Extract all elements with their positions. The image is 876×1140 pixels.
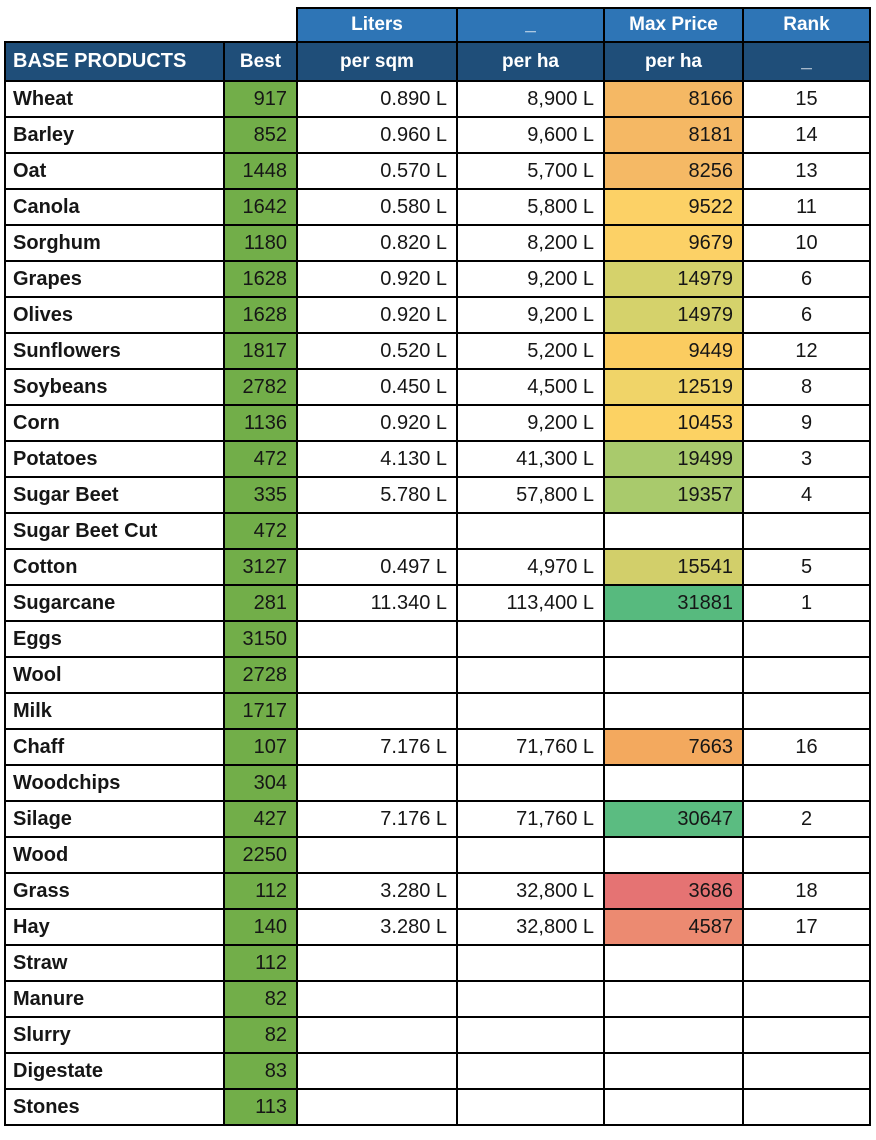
header-rank-underscore[interactable]: _: [743, 42, 870, 81]
table-row: [5, 1017, 870, 1053]
liters-per-ha-cell[interactable]: 9,200 L: [457, 261, 604, 297]
liters-per-ha-cell[interactable]: [457, 621, 604, 657]
table-row: [5, 801, 870, 837]
liters-per-ha-cell[interactable]: [457, 981, 604, 1017]
table-row: [5, 549, 870, 585]
best-yield-cell[interactable]: 113: [224, 1089, 297, 1125]
max-price-cell[interactable]: [604, 1089, 743, 1125]
best-yield-cell[interactable]: 1628: [224, 297, 297, 333]
header-best[interactable]: Best: [224, 42, 297, 81]
max-price-cell[interactable]: 15541: [604, 549, 743, 585]
header-rank[interactable]: Rank: [743, 8, 870, 42]
rank-cell[interactable]: 6: [743, 261, 870, 297]
table-body: [5, 81, 870, 1125]
max-price-cell[interactable]: [604, 981, 743, 1017]
liters-per-sqm-cell[interactable]: [297, 981, 457, 1017]
rank-cell[interactable]: [743, 693, 870, 729]
product-name-cell[interactable]: Sorghum: [5, 225, 224, 261]
liters-per-ha-cell[interactable]: 9,200 L: [457, 297, 604, 333]
product-name-cell[interactable]: Eggs: [5, 621, 224, 657]
best-yield-cell[interactable]: 1448: [224, 153, 297, 189]
best-yield-cell[interactable]: 852: [224, 117, 297, 153]
max-price-cell[interactable]: [604, 1053, 743, 1089]
table-row: [5, 513, 870, 549]
liters-per-ha-cell[interactable]: 71,760 L: [457, 801, 604, 837]
header-per-ha[interactable]: per ha: [457, 42, 604, 81]
liters-per-ha-cell[interactable]: 8,200 L: [457, 225, 604, 261]
rank-cell[interactable]: 4: [743, 477, 870, 513]
max-price-cell[interactable]: 19357: [604, 477, 743, 513]
best-yield-cell[interactable]: 304: [224, 765, 297, 801]
max-price-cell[interactable]: 9679: [604, 225, 743, 261]
liters-per-ha-cell[interactable]: 57,800 L: [457, 477, 604, 513]
table-row: [5, 153, 870, 189]
liters-per-ha-cell[interactable]: [457, 765, 604, 801]
liters-per-ha-cell[interactable]: [457, 1089, 604, 1125]
best-yield-cell[interactable]: 1817: [224, 333, 297, 369]
best-yield-cell[interactable]: 112: [224, 945, 297, 981]
liters-per-sqm-cell[interactable]: [297, 657, 457, 693]
best-yield-cell[interactable]: 2782: [224, 369, 297, 405]
table-row: [5, 225, 870, 261]
liters-per-sqm-cell[interactable]: 0.520 L: [297, 333, 457, 369]
liters-per-ha-cell[interactable]: 32,800 L: [457, 909, 604, 945]
rank-cell[interactable]: 9: [743, 405, 870, 441]
product-name-cell[interactable]: Soybeans: [5, 369, 224, 405]
header-base-products[interactable]: BASE PRODUCTS: [5, 42, 224, 81]
best-yield-cell[interactable]: 3150: [224, 621, 297, 657]
max-price-cell[interactable]: 31881: [604, 585, 743, 621]
liters-per-sqm-cell[interactable]: 0.920 L: [297, 405, 457, 441]
liters-per-ha-cell[interactable]: 5,800 L: [457, 189, 604, 225]
table-row: [5, 261, 870, 297]
product-name-cell[interactable]: Digestate: [5, 1053, 224, 1089]
liters-per-ha-cell[interactable]: 32,800 L: [457, 873, 604, 909]
rank-cell[interactable]: 11: [743, 189, 870, 225]
best-yield-cell[interactable]: 472: [224, 513, 297, 549]
liters-per-ha-cell[interactable]: [457, 513, 604, 549]
max-price-cell[interactable]: [604, 1017, 743, 1053]
table-row: [5, 585, 870, 621]
product-name-cell[interactable]: Corn: [5, 405, 224, 441]
liters-per-sqm-cell[interactable]: 0.450 L: [297, 369, 457, 405]
best-yield-cell[interactable]: 1642: [224, 189, 297, 225]
product-name-cell[interactable]: Grass: [5, 873, 224, 909]
liters-per-ha-cell[interactable]: [457, 1017, 604, 1053]
product-name-cell[interactable]: Sugarcane: [5, 585, 224, 621]
max-price-cell[interactable]: 8256: [604, 153, 743, 189]
table-row: [5, 693, 870, 729]
product-name-cell[interactable]: Cotton: [5, 549, 224, 585]
max-price-cell[interactable]: 14979: [604, 297, 743, 333]
rank-cell[interactable]: 1: [743, 585, 870, 621]
header-max-per-ha[interactable]: per ha: [604, 42, 743, 81]
max-price-cell[interactable]: [604, 693, 743, 729]
product-name-cell[interactable]: Oat: [5, 153, 224, 189]
table-row: [5, 1053, 870, 1089]
table-row: [5, 657, 870, 693]
best-yield-cell[interactable]: 82: [224, 1017, 297, 1053]
liters-per-sqm-cell[interactable]: 0.920 L: [297, 261, 457, 297]
max-price-cell[interactable]: 9449: [604, 333, 743, 369]
max-price-cell[interactable]: 7663: [604, 729, 743, 765]
liters-per-sqm-cell[interactable]: [297, 1089, 457, 1125]
product-name-cell[interactable]: Grapes: [5, 261, 224, 297]
rank-cell[interactable]: 14: [743, 117, 870, 153]
best-yield-cell[interactable]: 281: [224, 585, 297, 621]
product-name-cell[interactable]: Sugar Beet: [5, 477, 224, 513]
liters-per-sqm-cell[interactable]: 3.280 L: [297, 873, 457, 909]
liters-per-sqm-cell[interactable]: [297, 693, 457, 729]
rank-cell[interactable]: 17: [743, 909, 870, 945]
product-name-cell[interactable]: Wool: [5, 657, 224, 693]
max-price-cell[interactable]: 9522: [604, 189, 743, 225]
max-price-cell[interactable]: [604, 945, 743, 981]
liters-per-sqm-cell[interactable]: 3.280 L: [297, 909, 457, 945]
table-row: [5, 873, 870, 909]
header-underscore[interactable]: _: [457, 8, 604, 42]
product-name-cell[interactable]: Straw: [5, 945, 224, 981]
table-row: [5, 981, 870, 1017]
product-name-cell[interactable]: Slurry: [5, 1017, 224, 1053]
table-row: [5, 81, 870, 117]
max-price-cell[interactable]: 8181: [604, 117, 743, 153]
product-name-cell[interactable]: Barley: [5, 117, 224, 153]
liters-per-sqm-cell[interactable]: 0.920 L: [297, 297, 457, 333]
product-name-cell[interactable]: Canola: [5, 189, 224, 225]
product-name-cell[interactable]: Sugar Beet Cut: [5, 513, 224, 549]
best-yield-cell[interactable]: 335: [224, 477, 297, 513]
liters-per-ha-cell[interactable]: [457, 657, 604, 693]
header-row-units: [5, 8, 870, 42]
best-yield-cell[interactable]: 1136: [224, 405, 297, 441]
product-name-cell[interactable]: Wheat: [5, 81, 224, 117]
table-row: [5, 405, 870, 441]
liters-per-sqm-cell[interactable]: 0.580 L: [297, 189, 457, 225]
best-yield-cell[interactable]: 1717: [224, 693, 297, 729]
product-name-cell[interactable]: Olives: [5, 297, 224, 333]
liters-per-ha-cell[interactable]: 113,400 L: [457, 585, 604, 621]
liters-per-sqm-cell[interactable]: [297, 765, 457, 801]
max-price-cell[interactable]: [604, 657, 743, 693]
header-row-labels: [5, 42, 870, 81]
max-price-cell[interactable]: 14979: [604, 261, 743, 297]
liters-per-sqm-cell[interactable]: 11.340 L: [297, 585, 457, 621]
liters-per-sqm-cell[interactable]: [297, 945, 457, 981]
liters-per-ha-cell[interactable]: [457, 837, 604, 873]
product-name-cell[interactable]: Manure: [5, 981, 224, 1017]
rank-cell[interactable]: [743, 1053, 870, 1089]
liters-per-sqm-cell[interactable]: 0.890 L: [297, 81, 457, 117]
rank-cell[interactable]: [743, 621, 870, 657]
product-name-cell[interactable]: Hay: [5, 909, 224, 945]
liters-per-ha-cell[interactable]: 5,700 L: [457, 153, 604, 189]
product-name-cell[interactable]: Woodchips: [5, 765, 224, 801]
liters-per-sqm-cell[interactable]: 7.176 L: [297, 801, 457, 837]
liters-per-sqm-cell[interactable]: 7.176 L: [297, 729, 457, 765]
liters-per-sqm-cell[interactable]: [297, 513, 457, 549]
max-price-cell[interactable]: [604, 837, 743, 873]
rank-cell[interactable]: 16: [743, 729, 870, 765]
best-yield-cell[interactable]: 2728: [224, 657, 297, 693]
rank-cell[interactable]: 13: [743, 153, 870, 189]
header-per-sqm[interactable]: per sqm: [297, 42, 457, 81]
best-yield-cell[interactable]: 1628: [224, 261, 297, 297]
table-row: [5, 441, 870, 477]
max-price-cell[interactable]: 4587: [604, 909, 743, 945]
best-yield-cell[interactable]: 3127: [224, 549, 297, 585]
rank-cell[interactable]: [743, 837, 870, 873]
rank-cell[interactable]: 18: [743, 873, 870, 909]
rank-cell[interactable]: [743, 945, 870, 981]
best-yield-cell[interactable]: 140: [224, 909, 297, 945]
header-liters[interactable]: Liters: [297, 8, 457, 42]
max-price-cell[interactable]: [604, 765, 743, 801]
max-price-cell[interactable]: [604, 621, 743, 657]
product-name-cell[interactable]: Milk: [5, 693, 224, 729]
table-row: [5, 1089, 870, 1125]
table-row: [5, 765, 870, 801]
best-yield-cell[interactable]: 107: [224, 729, 297, 765]
best-yield-cell[interactable]: 427: [224, 801, 297, 837]
table-row: [5, 621, 870, 657]
best-yield-cell[interactable]: 112: [224, 873, 297, 909]
liters-per-sqm-cell[interactable]: 0.497 L: [297, 549, 457, 585]
table-row: [5, 189, 870, 225]
max-price-cell[interactable]: 3686: [604, 873, 743, 909]
liters-per-sqm-cell[interactable]: [297, 621, 457, 657]
rank-cell[interactable]: 8: [743, 369, 870, 405]
table-row: [5, 369, 870, 405]
table-row: [5, 945, 870, 981]
liters-per-sqm-cell[interactable]: [297, 837, 457, 873]
rank-cell[interactable]: [743, 1017, 870, 1053]
rank-cell[interactable]: 5: [743, 549, 870, 585]
rank-cell[interactable]: [743, 513, 870, 549]
rank-cell[interactable]: 2: [743, 801, 870, 837]
liters-per-sqm-cell[interactable]: 4.130 L: [297, 441, 457, 477]
liters-per-ha-cell[interactable]: 41,300 L: [457, 441, 604, 477]
rank-cell[interactable]: 10: [743, 225, 870, 261]
liters-per-ha-cell[interactable]: [457, 1053, 604, 1089]
base-products-table: [4, 7, 871, 1126]
table-row: [5, 729, 870, 765]
liters-per-sqm-cell[interactable]: 0.960 L: [297, 117, 457, 153]
rank-cell[interactable]: 3: [743, 441, 870, 477]
liters-per-ha-cell[interactable]: 4,500 L: [457, 369, 604, 405]
rank-cell[interactable]: 6: [743, 297, 870, 333]
product-name-cell[interactable]: Wood: [5, 837, 224, 873]
rank-cell[interactable]: [743, 1089, 870, 1125]
liters-per-ha-cell[interactable]: 9,600 L: [457, 117, 604, 153]
liters-per-sqm-cell[interactable]: 5.780 L: [297, 477, 457, 513]
liters-per-sqm-cell[interactable]: [297, 1017, 457, 1053]
liters-per-ha-cell[interactable]: 9,200 L: [457, 405, 604, 441]
table-row: [5, 297, 870, 333]
liters-per-ha-cell[interactable]: 71,760 L: [457, 729, 604, 765]
table-row: [5, 117, 870, 153]
liters-per-ha-cell[interactable]: 4,970 L: [457, 549, 604, 585]
max-price-cell[interactable]: 10453: [604, 405, 743, 441]
max-price-cell[interactable]: [604, 513, 743, 549]
header-max-price[interactable]: Max Price: [604, 8, 743, 42]
best-yield-cell[interactable]: 82: [224, 981, 297, 1017]
table-row: [5, 333, 870, 369]
product-name-cell[interactable]: Stones: [5, 1089, 224, 1125]
product-name-cell[interactable]: Silage: [5, 801, 224, 837]
best-yield-cell[interactable]: 2250: [224, 837, 297, 873]
liters-per-ha-cell[interactable]: 5,200 L: [457, 333, 604, 369]
liters-per-sqm-cell[interactable]: 0.570 L: [297, 153, 457, 189]
table-row: [5, 477, 870, 513]
max-price-cell[interactable]: 19499: [604, 441, 743, 477]
rank-cell[interactable]: [743, 657, 870, 693]
best-yield-cell[interactable]: 472: [224, 441, 297, 477]
liters-per-ha-cell[interactable]: 8,900 L: [457, 81, 604, 117]
rank-cell[interactable]: 15: [743, 81, 870, 117]
table-row: [5, 909, 870, 945]
max-price-cell[interactable]: 8166: [604, 81, 743, 117]
best-yield-cell[interactable]: 83: [224, 1053, 297, 1089]
rank-cell[interactable]: 12: [743, 333, 870, 369]
liters-per-sqm-cell[interactable]: [297, 1053, 457, 1089]
rank-cell[interactable]: [743, 981, 870, 1017]
max-price-cell[interactable]: 30647: [604, 801, 743, 837]
liters-per-sqm-cell[interactable]: 0.820 L: [297, 225, 457, 261]
product-name-cell[interactable]: Sunflowers: [5, 333, 224, 369]
best-yield-cell[interactable]: 917: [224, 81, 297, 117]
product-name-cell[interactable]: Potatoes: [5, 441, 224, 477]
header-spacer: [5, 8, 297, 42]
best-yield-cell[interactable]: 1180: [224, 225, 297, 261]
rank-cell[interactable]: [743, 765, 870, 801]
liters-per-ha-cell[interactable]: [457, 693, 604, 729]
product-name-cell[interactable]: Chaff: [5, 729, 224, 765]
max-price-cell[interactable]: 12519: [604, 369, 743, 405]
table-row: [5, 837, 870, 873]
liters-per-ha-cell[interactable]: [457, 945, 604, 981]
